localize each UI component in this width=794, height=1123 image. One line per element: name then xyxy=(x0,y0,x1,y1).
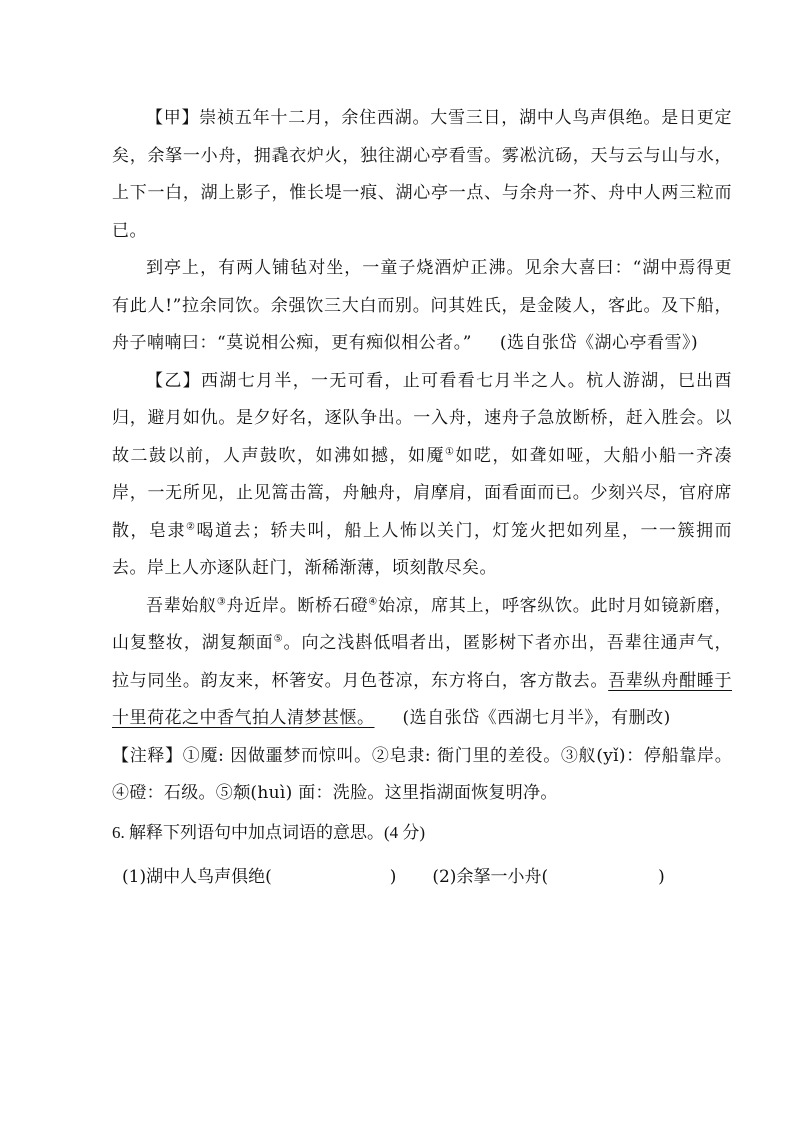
document-content xyxy=(112,100,732,897)
question-6-blanks xyxy=(112,857,732,897)
footnote-marker-3: ③ xyxy=(216,595,227,607)
question-6-item-2 xyxy=(432,857,664,897)
passage-yi-text-1c: 喝道去；轿夫叫，船上人怖以关门，灯笼火把如列星，一一簇拥而去。岸上人亦逐队赶门，渐稀渐薄，顷刻散尽矣。 xyxy=(112,520,733,578)
passage-yi-text-2c: 始凉，席其上，呼客纵饮。此时月如镜新磨，山复整妆，湖复颒面 xyxy=(112,595,733,653)
passage-yi-source: (选自张岱《西湖七月半》，有删改) xyxy=(402,708,671,728)
passage-jia-text-2: 到亭上，有两人铺毡对坐，一童子烧酒炉正沸。见余大喜曰：“湖中焉得更有此人!”拉余同饮。余强饮三大白而别。问其姓氏，是金陵人，客此。及下船，舟子喃喃曰：“莫说相公痴，更有痴似相公者。” xyxy=(112,258,732,353)
passage-yi-paragraph-2 xyxy=(112,588,732,738)
question-6-item-1-text: (1)湖中人鸟声俱绝( xyxy=(122,866,272,887)
passage-yi-text-2a: 吾辈始舣 xyxy=(146,595,217,616)
footnote-marker-2: ② xyxy=(186,520,197,532)
underlined-sentence: 吾辈纵舟酣睡于十里荷花之中香气拍人清梦甚惬。 xyxy=(112,670,733,728)
passage-yi-text-1b: 如呓，如聋如哑，大船小船一齐凑岸，一无所见，止见篙击篙，舟触舟，肩摩肩，面看面而已。少刻兴尽，官府席散，皂隶 xyxy=(112,445,733,541)
question-6-title xyxy=(112,813,732,853)
question-6-item-2-text: (2)余拏一小舟( xyxy=(432,866,549,887)
passage-yi-text-2d: 。向之浅斟低唱者出，匿影树下者亦出，吾辈往通声气，拉与同坐。韵友来，杯箸安。月色苍凉，东方将白，客方散去。 xyxy=(112,633,733,691)
passage-yi-paragraph-1 xyxy=(112,363,732,588)
footnote-marker-4: ④ xyxy=(368,595,378,607)
passage-jia-paragraph-2 xyxy=(112,250,732,363)
passage-yi-text-2b: 舟近岸。断桥石磴 xyxy=(226,595,369,616)
question-6-item-2-close: ) xyxy=(658,866,665,887)
question-6-item-1 xyxy=(122,857,396,897)
footnote-marker-1: ① xyxy=(445,445,456,457)
passage-jia-text-1: 【甲】崇祯五年十二月，余住西湖。大雪三日，湖中人鸟声俱绝。是日更定矣，余拏一小舟，拥毳衣炉火，独往湖心亭看雪。雾凇沆砀，天与云与山与水，上下一白，湖上影子，惟长堤一痕、湖心亭一点、与余舟一芥、舟中人两三粒而已。 xyxy=(112,108,732,241)
annotation-notes-text: 【注释】①魇: 因做噩梦而惊叫。②皂隶: 衙门里的差役。③舣(yǐ)：停船靠岸。④磴：石级。⑤颒(huì) 面：洗脸。这里指湖面恢复明净。 xyxy=(112,745,732,803)
question-6-title-text: 6. 解释下列语句中加点词语的意思。(4 分) xyxy=(112,822,426,842)
passage-jia-paragraph-1 xyxy=(112,100,732,250)
passage-yi-text-1a: 【乙】西湖七月半，一无可看，止可看看七月半之人。杭人游湖，巳出酉归，避月如仇。是夕好名，逐队争出。一入舟，速舟子急放断桥，赶入胜会。以故二鼓以前，人声鼓吹，如沸如撼，如魇 xyxy=(112,370,732,466)
passage-jia-source: (选自张岱《湖心亭看雪》) xyxy=(499,333,699,353)
footnote-marker-5: ⑤ xyxy=(273,633,284,645)
question-6-item-1-close: ) xyxy=(389,866,397,887)
annotation-notes xyxy=(112,738,732,813)
